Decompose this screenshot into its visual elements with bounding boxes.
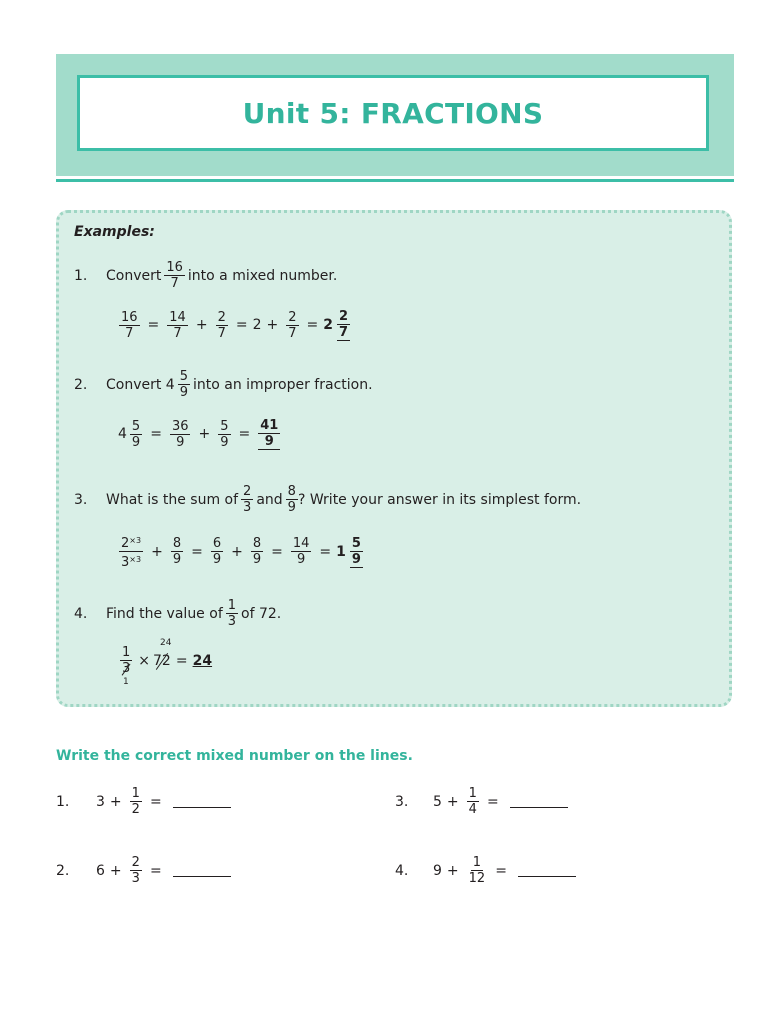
fraction: $\frac{16}{7}$ xyxy=(166,260,183,291)
answer-fraction: $\frac{41}{9}$ xyxy=(260,418,279,449)
exercise-number: 1. xyxy=(56,793,70,810)
fraction: $\frac{2}{7}$ xyxy=(288,309,297,341)
example-2-question xyxy=(74,369,373,400)
plus-sign: + xyxy=(231,543,243,560)
answer-line[interactable] xyxy=(173,864,231,877)
fraction: $\frac{2}{7}$ xyxy=(217,309,226,341)
cancel-result-top: 24 xyxy=(160,638,172,648)
whole-number: 4 xyxy=(118,426,127,442)
question-text: into an improper fraction. xyxy=(193,376,373,393)
example-number: 4. xyxy=(74,605,88,622)
question-text: ? Write your answer in its simplest form. xyxy=(297,491,582,508)
cancelled-number: 72 xyxy=(153,652,171,669)
equals-sign: = xyxy=(495,862,507,879)
question-text: Convert xyxy=(106,267,162,284)
answer-fraction: $\frac{2}{7}$ xyxy=(339,309,349,340)
fraction: $\frac{2}{3}$ xyxy=(131,855,140,886)
question-text: into a mixed number. xyxy=(187,267,338,284)
fraction: $\frac{8}{9}$ xyxy=(252,536,262,567)
plus-sign: + xyxy=(446,862,459,879)
fraction: $\frac{2^{\times 3}}{3^{\times 3}}$ xyxy=(119,533,143,570)
fraction: $\frac{5}{9}$ xyxy=(179,369,188,400)
equals-sign: = xyxy=(306,317,319,333)
equals-sign: = xyxy=(238,426,251,442)
answer-line[interactable] xyxy=(518,864,576,877)
exercise-3 xyxy=(395,786,568,817)
plus-sign: + xyxy=(151,543,163,560)
example-3-question xyxy=(74,484,581,515)
exercise-1 xyxy=(56,786,231,817)
plus-sign: + xyxy=(266,317,279,333)
fraction: $\frac{5}{9}$ xyxy=(131,418,141,450)
exercise-number: 4. xyxy=(395,862,409,879)
equals-sign: = xyxy=(147,317,160,333)
fraction: $\frac{1}{3}$ xyxy=(227,598,237,629)
plus-sign: + xyxy=(195,317,208,333)
example-1-question xyxy=(74,260,337,291)
whole-number: 5 xyxy=(433,793,442,810)
answer-fraction: $\frac{5}{9}$ xyxy=(351,535,361,567)
whole-number: 6 xyxy=(96,862,105,879)
plus-sign: + xyxy=(446,793,459,810)
fraction: $\frac{1}{3}$ xyxy=(122,645,131,676)
whole-number: 2 xyxy=(252,317,262,333)
plus-sign: + xyxy=(109,793,122,810)
title-box xyxy=(77,75,709,151)
exercise-4 xyxy=(395,855,576,886)
question-text: Find the value of xyxy=(106,605,223,622)
example-2-working xyxy=(118,418,283,450)
fraction: $\frac{1}{2}$ xyxy=(131,786,140,817)
example-number: 1. xyxy=(74,267,88,284)
page-title: Unit 5: FRACTIONS xyxy=(242,96,544,130)
answer-value: 24 xyxy=(192,652,213,669)
whole-number: 9 xyxy=(433,862,442,879)
answer-whole: 1 xyxy=(336,543,346,560)
fraction: $\frac{14}{7}$ xyxy=(169,309,186,341)
cancel-result-bottom: 1 xyxy=(123,677,129,687)
example-number: 2. xyxy=(74,376,88,393)
examples-heading: Examples: xyxy=(74,224,155,240)
equals-sign: = xyxy=(175,652,188,669)
question-text: Convert 4 xyxy=(106,376,175,393)
fraction: $\frac{16}{7}$ xyxy=(121,309,138,341)
equals-sign: = xyxy=(149,862,162,879)
answer-whole: 2 xyxy=(323,317,333,333)
equals-sign: = xyxy=(486,793,499,810)
question-text: What is the sum of xyxy=(106,491,239,508)
header-rule xyxy=(56,179,734,182)
fraction: $\frac{1}{12}$ xyxy=(468,855,486,886)
fraction: $\frac{8}{9}$ xyxy=(287,484,296,515)
fraction: $\frac{2}{3}$ xyxy=(243,484,252,515)
question-text: and xyxy=(256,491,283,508)
times-sign: × xyxy=(138,652,151,669)
exercise-2 xyxy=(56,855,231,886)
fraction: $\frac{36}{9}$ xyxy=(171,418,189,450)
fraction: $\frac{5}{9}$ xyxy=(220,418,229,450)
example-1-working xyxy=(116,309,353,341)
whole-number: 3 xyxy=(96,793,105,810)
equals-sign: = xyxy=(191,543,203,560)
equals-sign: = xyxy=(150,426,162,442)
example-4-working xyxy=(117,645,212,676)
example-number: 3. xyxy=(74,491,88,508)
equals-sign: = xyxy=(271,543,283,560)
equals-sign: = xyxy=(319,543,332,560)
equals-sign: = xyxy=(149,793,162,810)
equals-sign: = xyxy=(235,317,248,333)
fraction: $\frac{8}{9}$ xyxy=(172,536,182,567)
fraction: $\frac{14}{9}$ xyxy=(292,536,310,567)
question-text: of 72. xyxy=(241,605,282,622)
instructions-heading: Write the correct mixed number on the lines. xyxy=(56,748,413,764)
plus-sign: + xyxy=(198,426,211,442)
example-3-working xyxy=(116,533,366,570)
plus-sign: + xyxy=(109,862,122,879)
exercise-number: 3. xyxy=(395,793,409,810)
example-4-question xyxy=(74,598,281,629)
fraction: $\frac{6}{9}$ xyxy=(212,536,222,567)
answer-line[interactable] xyxy=(173,795,231,808)
exercise-number: 2. xyxy=(56,862,70,879)
fraction: $\frac{1}{4}$ xyxy=(468,786,477,817)
answer-line[interactable] xyxy=(510,795,568,808)
